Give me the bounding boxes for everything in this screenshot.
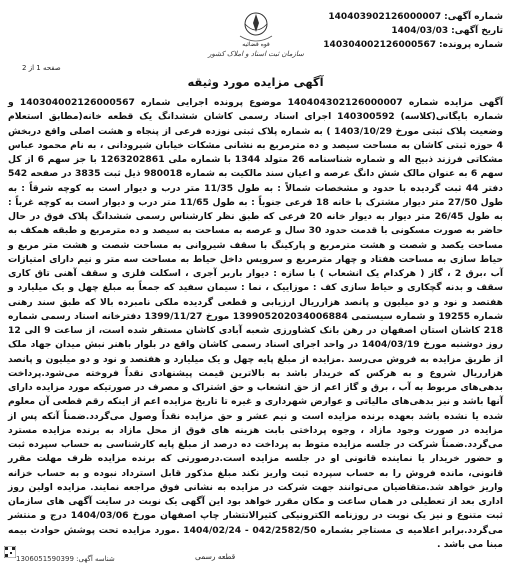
meta-row-notice-number [313, 10, 503, 24]
meta-label: شماره آگهی: [444, 12, 503, 22]
judiciary-emblem-icon [230, 6, 282, 50]
meta-value: 1404/03/03 [391, 26, 449, 36]
notice-meta [313, 10, 503, 52]
page-number: صفحه 1 از 2 [22, 64, 61, 72]
notice-id-caption: شناسه آگهی: 1306051590399 [16, 555, 115, 563]
meta-value: 140403902126000007 [328, 12, 442, 22]
emblem-text: قوه قضائیه [242, 41, 270, 48]
organization-name: سازمان ثبت اسناد و املاک کشور [208, 50, 304, 58]
notice-body: آگهی مزایده شماره 140404302126000007 موضوع پرونده اجرایی شماره 140304002126000567 و شماره بایگانی(کلاسه) 140300592 اجرای اسناد رسمی کاشان ششدانگ یک قطعه خانه(مطابق استعلام وضعیت پلاک ثبتی مورخ 1403/10/29 ) به شماره پلاک ثبتی نوزده فرعی از پنجاه و هشت اصلی واقع دربخش 4 حوزه ثبتی کاشان به مساحت سیصد و ده مترمربع به نشانی مشکات خیابان شیرودانی ، به نام محمود عباس مشکاتی فرزند ذبیح اله و شماره شناسنامه 26 متولد 1344 با شماره ملی 1263202861 با جز سهم 6 از کل سهم 6 به عنوان مالک شش دانگ عرصه و اعیان سند مالکیت به شماره 980018 ذیل ثبت 3835 در صفحه 542 دفتر 44 ثبت گردیده با حدود و مشخصات شمالاً : به طول 11/35 متر درب و دیوار است به کوچه شرقاً : به طول 27/50 متر دیوار مشترک با خانه 18 فرعی جنوباً : به طول 11/65 متر درب و دیوار است به کوچه غرباً : به طول 26/45 متر دیوار به دیوار خانه 20 فرعی که طبق نظر کارشناس رسمی ششدانگ پلاک فوق در حال حاضر به صورت مسکونی با قدمت حدود 30 سال و عرصه به مساحت به سیصد و ده مترمربع و طبقه همکف به مساحت یکصد و شصت و هشت مترمربع و پارکینگ با سقف شیروانی به مساحت شصت و هشت متر مربع و حیاط سازی به مساحت هفتاد و چهار مترمربع و سرویس داخل حیاط به مساحت سه متر و نیم دارای امتیازات آب ،برق 2 ، گاز ( هرکدام یک انشعاب ) با سازه : دیوار باربر آجری ، اسکلت فلزی و سقف آهنی تاق کاری سقف و بدنه گچکاری و حیاط سازی کف : موزاییک ، نما : سیمان سفید که جمعاً به مبلغ چهل و یک میلیارد و هفتصد و نود و دو میلیون و پانصد هزارریال ارزیابی و قطعی گردیده ملکی نامبرده بالا که طبق سند رهنی شماره 19255 و شماره سیستمی 139905202034006884 مورخ 1399/11/27 دفترخانه اسناد رسمی شماره 218 کاشان استان اصفهان در رهن بانک کشاورزی شعبه آبادی کاشان مستقر شده است، از ساعت 9 الی 12 روز دوشنبه مورخ 1404/03/19 در واحد اجرای اسناد رسمی کاشان واقع در بلوار باهنر نبش میدان جهاد ملک از طریق مزایده به فروش می‌رسد .مزایده از مبلغ پایه چهل و یک میلیارد و هفتصد و نود و دو میلیون و پانصد هزارریال شروع و به هرکس که خریدار باشد به بالاترین قیمت پیشنهادی نقداً فروخته می‌شود.پرداخت بدهی‌های مربوط به آب ، برق و گاز اعم از حق انشعاب و حق اشتراک و مصرف در صورتیکه مورد مزایده دارای آنها باشد و نیز بدهی‌های مالیاتی و عوارض شهرداری و غیره تا تاریخ مزایده اعم از اینکه رقم قطعی آن معلوم شده یا نشده باشد بعهده برنده مزایده است و نیم عشر و حق مزایده نقداً وصول می‌گردد.ضمناً آنکه پس از مزایده در صورت وجود مازاد ، وجوه پرداختی بابت هزینه های فوق از محل مازاد به برنده مزایده مسترد می‌گردد.ضمناً شرکت در جلسه مزایده متوط به پرداخت ده درصد از مبلغ پایه کارشناسی به حساب سپرده ثبت و حضور خریدار یا نماینده قانونی او در جلسه مزایده است.درصورتی که برنده مزایده ظرف مهلت مقرر قانونی، مانده فروش را به حساب سپرده ثبت واریز نکند مبلغ مذکور قابل استرداد نبوده و به حساب خزانه واریز خواهد شد.متقاضیان می‌توانند جهت شرکت در مزایده به نشانی فوق مراجعه نمایند. مزایده اولین روز اداری بعد از تعطیلی در همان ساعت و مکان مقرر خواهد بود این آگهی یک نوبت در سایت آگهی های سازمان ثبت متنوع و نیز یک نوبت در روزنامه الکترونیکی کثیرالانتشار چاپ اصفهان مورخ 1404/03/06 درج و منتشر می‌گردد.برابر اعلامیه ی مستاجر بشماره 042/2582/50 - 1404/02/24 .مورد مزایده تحت پوشش حوادث بیمه مبنا می باشد . [8, 97, 504, 550]
meta-row-notice-date [313, 24, 503, 38]
signature-label: قطعه رسمی [195, 552, 236, 561]
meta-row-case-number [313, 38, 503, 52]
meta-label: شماره پرونده: [439, 40, 503, 50]
notice-title: آگهی مزایده مورد وثیقه [187, 75, 324, 89]
qr-code-icon [4, 546, 16, 558]
meta-value: 140304002126000567 [323, 40, 437, 50]
meta-label: تاریخ آگهی: [451, 26, 503, 36]
